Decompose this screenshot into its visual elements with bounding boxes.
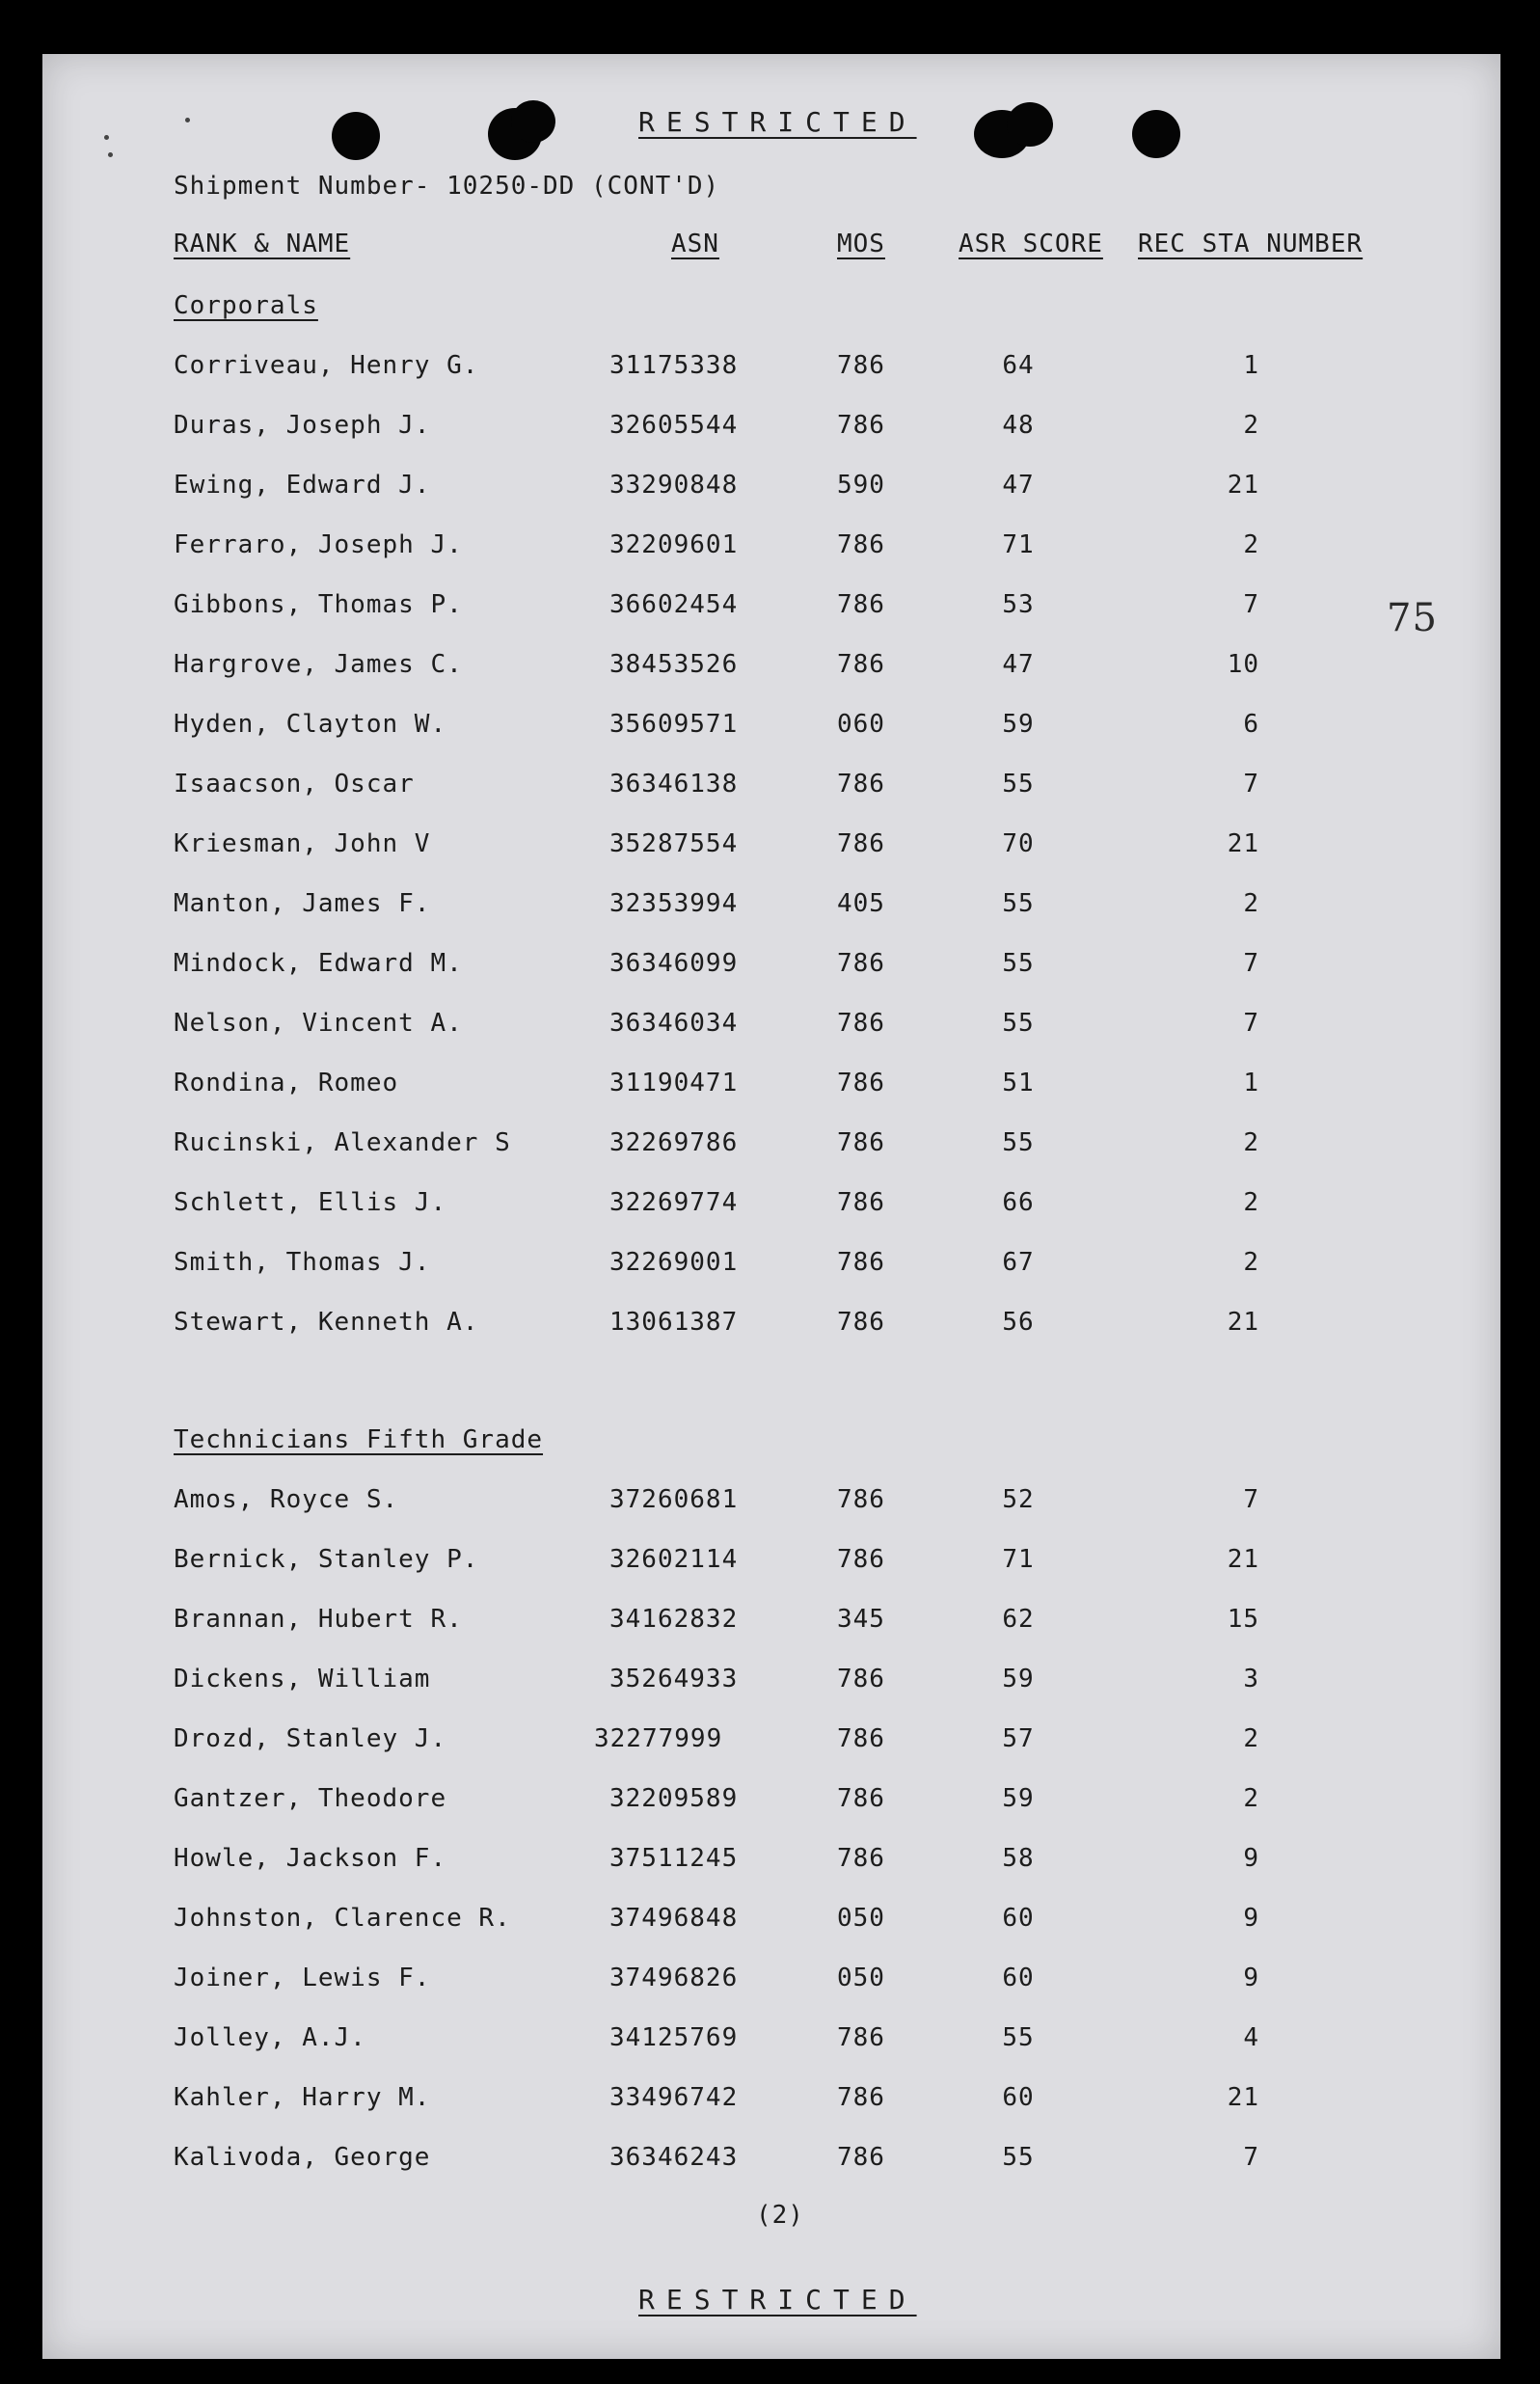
mos-cell: 786 [837,829,885,858]
column-header-asr-score: ASR SCORE [959,230,1103,258]
score-cell: 70 [1002,829,1035,858]
score-cell: 47 [1002,650,1035,679]
asn-cell: 37511245 [609,1844,739,1873]
mos-cell: 060 [837,710,885,739]
asn-cell: 32209589 [609,1784,739,1813]
asn-cell: 35264933 [609,1665,739,1693]
mos-cell: 786 [837,1308,885,1337]
name-cell: Dickens, William [174,1665,431,1693]
mos-cell: 786 [837,2023,885,2052]
name-cell: Johnston, Clarence R. [174,1904,511,1933]
score-cell: 55 [1002,770,1035,799]
column-header-name: RANK & NAME [174,230,351,258]
rec-cell: 2 [1243,1248,1259,1277]
rec-cell: 2 [1243,530,1259,559]
asn-cell: 32602114 [609,1545,739,1574]
rec-cell: 2 [1243,1188,1259,1217]
score-cell: 52 [1002,1485,1035,1514]
asn-cell: 36346099 [609,949,739,978]
rec-cell: 21 [1227,2083,1259,2112]
name-cell: Stewart, Kenneth A. [174,1308,479,1337]
rec-cell: 6 [1243,710,1259,739]
score-cell: 60 [1002,1904,1035,1933]
asn-cell: 36346138 [609,770,739,799]
name-cell: Smith, Thomas J. [174,1248,431,1277]
punch-hole [1132,110,1180,158]
name-cell: Amos, Royce S. [174,1485,399,1514]
mos-cell: 050 [837,1964,885,1992]
asn-cell: 32277999 [594,1724,723,1753]
score-cell: 53 [1002,590,1035,619]
name-cell: Nelson, Vincent A. [174,1009,463,1038]
asn-cell: 37260681 [609,1485,739,1514]
asn-cell: 31175338 [609,351,739,380]
speck-mark [104,135,109,140]
asn-cell: 35287554 [609,829,739,858]
rec-cell: 2 [1243,1128,1259,1157]
asn-cell: 31190471 [609,1069,739,1097]
name-cell: Gibbons, Thomas P. [174,590,463,619]
mos-cell: 786 [837,650,885,679]
mos-cell: 786 [837,1485,885,1514]
asn-cell: 35609571 [609,710,739,739]
mos-cell: 786 [837,530,885,559]
punch-hole [511,100,555,143]
rec-cell: 21 [1227,1545,1259,1574]
score-cell: 47 [1002,471,1035,500]
name-cell: Kahler, Harry M. [174,2083,431,2112]
rec-cell: 21 [1227,1308,1259,1337]
column-header-mos: MOS [837,230,885,258]
rec-cell: 10 [1227,650,1259,679]
score-cell: 55 [1002,1128,1035,1157]
rec-cell: 2 [1243,889,1259,918]
score-cell: 51 [1002,1069,1035,1097]
shipment-number: Shipment Number- 10250-DD (CONT'D) [174,172,720,201]
mos-cell: 786 [837,1665,885,1693]
asn-cell: 32353994 [609,889,739,918]
score-cell: 64 [1002,351,1035,380]
rec-cell: 21 [1227,829,1259,858]
mos-cell: 786 [837,1545,885,1574]
asn-cell: 32209601 [609,530,739,559]
rec-cell: 4 [1243,2023,1259,2052]
punch-hole [332,112,380,160]
asn-cell: 33290848 [609,471,739,500]
name-cell: Drozd, Stanley J. [174,1724,447,1753]
asn-cell: 32269786 [609,1128,739,1157]
asn-cell: 37496826 [609,1964,739,1992]
asn-cell: 36346243 [609,2143,739,2172]
mos-cell: 405 [837,889,885,918]
name-cell: Brannan, Hubert R. [174,1605,463,1634]
name-cell: Howle, Jackson F. [174,1844,447,1873]
name-cell: Schlett, Ellis J. [174,1188,447,1217]
asn-cell: 38453526 [609,650,739,679]
name-cell: Kalivoda, George [174,2143,431,2172]
column-header-asn: ASN [671,230,719,258]
mos-cell: 786 [837,1724,885,1753]
rec-cell: 21 [1227,471,1259,500]
score-cell: 55 [1002,889,1035,918]
score-cell: 48 [1002,411,1035,440]
name-cell: Kriesman, John V [174,829,431,858]
section-title: Technicians Fifth Grade [174,1425,544,1454]
score-cell: 60 [1002,2083,1035,2112]
rec-cell: 3 [1243,1665,1259,1693]
name-cell: Ferraro, Joseph J. [174,530,463,559]
mos-cell: 786 [837,1784,885,1813]
name-cell: Rucinski, Alexander S [174,1128,511,1157]
score-cell: 55 [1002,949,1035,978]
score-cell: 59 [1002,710,1035,739]
asn-cell: 36346034 [609,1009,739,1038]
score-cell: 67 [1002,1248,1035,1277]
asn-cell: 34125769 [609,2023,739,2052]
rec-cell: 7 [1243,1485,1259,1514]
asn-cell: 32605544 [609,411,739,440]
asn-cell: 36602454 [609,590,739,619]
name-cell: Ewing, Edward J. [174,471,431,500]
asn-cell: 33496742 [609,2083,739,2112]
rec-cell: 9 [1243,1964,1259,1992]
rec-cell: 9 [1243,1844,1259,1873]
name-cell: Mindock, Edward M. [174,949,463,978]
score-cell: 55 [1002,2143,1035,2172]
rec-cell: 1 [1243,351,1259,380]
section-title: Corporals [174,291,318,320]
score-cell: 59 [1002,1665,1035,1693]
rec-cell: 9 [1243,1904,1259,1933]
page-number: (2) [756,2201,804,2230]
rec-cell: 7 [1243,1009,1259,1038]
mos-cell: 786 [837,351,885,380]
mos-cell: 345 [837,1605,885,1634]
score-cell: 59 [1002,1784,1035,1813]
mos-cell: 786 [837,1188,885,1217]
name-cell: Bernick, Stanley P. [174,1545,479,1574]
name-cell: Hyden, Clayton W. [174,710,447,739]
name-cell: Isaacson, Oscar [174,770,415,799]
name-cell: Duras, Joseph J. [174,411,431,440]
name-cell: Rondina, Romeo [174,1069,399,1097]
rec-cell: 2 [1243,1724,1259,1753]
rec-cell: 2 [1243,1784,1259,1813]
mos-cell: 786 [837,2143,885,2172]
restricted-header: RESTRICTED [638,106,917,138]
score-cell: 57 [1002,1724,1035,1753]
score-cell: 71 [1002,1545,1035,1574]
mos-cell: 786 [837,770,885,799]
mos-cell: 786 [837,1248,885,1277]
mos-cell: 786 [837,1069,885,1097]
mos-cell: 786 [837,1128,885,1157]
mos-cell: 786 [837,2083,885,2112]
rec-cell: 7 [1243,2143,1259,2172]
speck-mark [185,118,190,122]
rec-cell: 7 [1243,949,1259,978]
rec-cell: 7 [1243,590,1259,619]
name-cell: Hargrove, James C. [174,650,463,679]
mos-cell: 786 [837,1009,885,1038]
mos-cell: 590 [837,471,885,500]
score-cell: 62 [1002,1605,1035,1634]
restricted-footer: RESTRICTED [638,2284,917,2316]
mos-cell: 786 [837,1844,885,1873]
score-cell: 60 [1002,1964,1035,1992]
name-cell: Jolley, A.J. [174,2023,366,2052]
name-cell: Corriveau, Henry G. [174,351,479,380]
score-cell: 66 [1002,1188,1035,1217]
mos-cell: 786 [837,949,885,978]
punch-hole [1007,102,1053,147]
asn-cell: 37496848 [609,1904,739,1933]
score-cell: 71 [1002,530,1035,559]
score-cell: 55 [1002,1009,1035,1038]
score-cell: 56 [1002,1308,1035,1337]
name-cell: Joiner, Lewis F. [174,1964,431,1992]
mos-cell: 050 [837,1904,885,1933]
score-cell: 55 [1002,2023,1035,2052]
speck-mark [108,152,113,157]
rec-cell: 7 [1243,770,1259,799]
mos-cell: 786 [837,411,885,440]
column-header-rec-sta-number: REC STA NUMBER [1138,230,1364,258]
asn-cell: 13061387 [609,1308,739,1337]
mos-cell: 786 [837,590,885,619]
rec-cell: 15 [1227,1605,1259,1634]
score-cell: 58 [1002,1844,1035,1873]
rec-cell: 1 [1243,1069,1259,1097]
asn-cell: 34162832 [609,1605,739,1634]
rec-cell: 2 [1243,411,1259,440]
name-cell: Gantzer, Theodore [174,1784,447,1813]
handwritten-page-number: 75 [1387,596,1438,640]
asn-cell: 32269774 [609,1188,739,1217]
asn-cell: 32269001 [609,1248,739,1277]
name-cell: Manton, James F. [174,889,431,918]
